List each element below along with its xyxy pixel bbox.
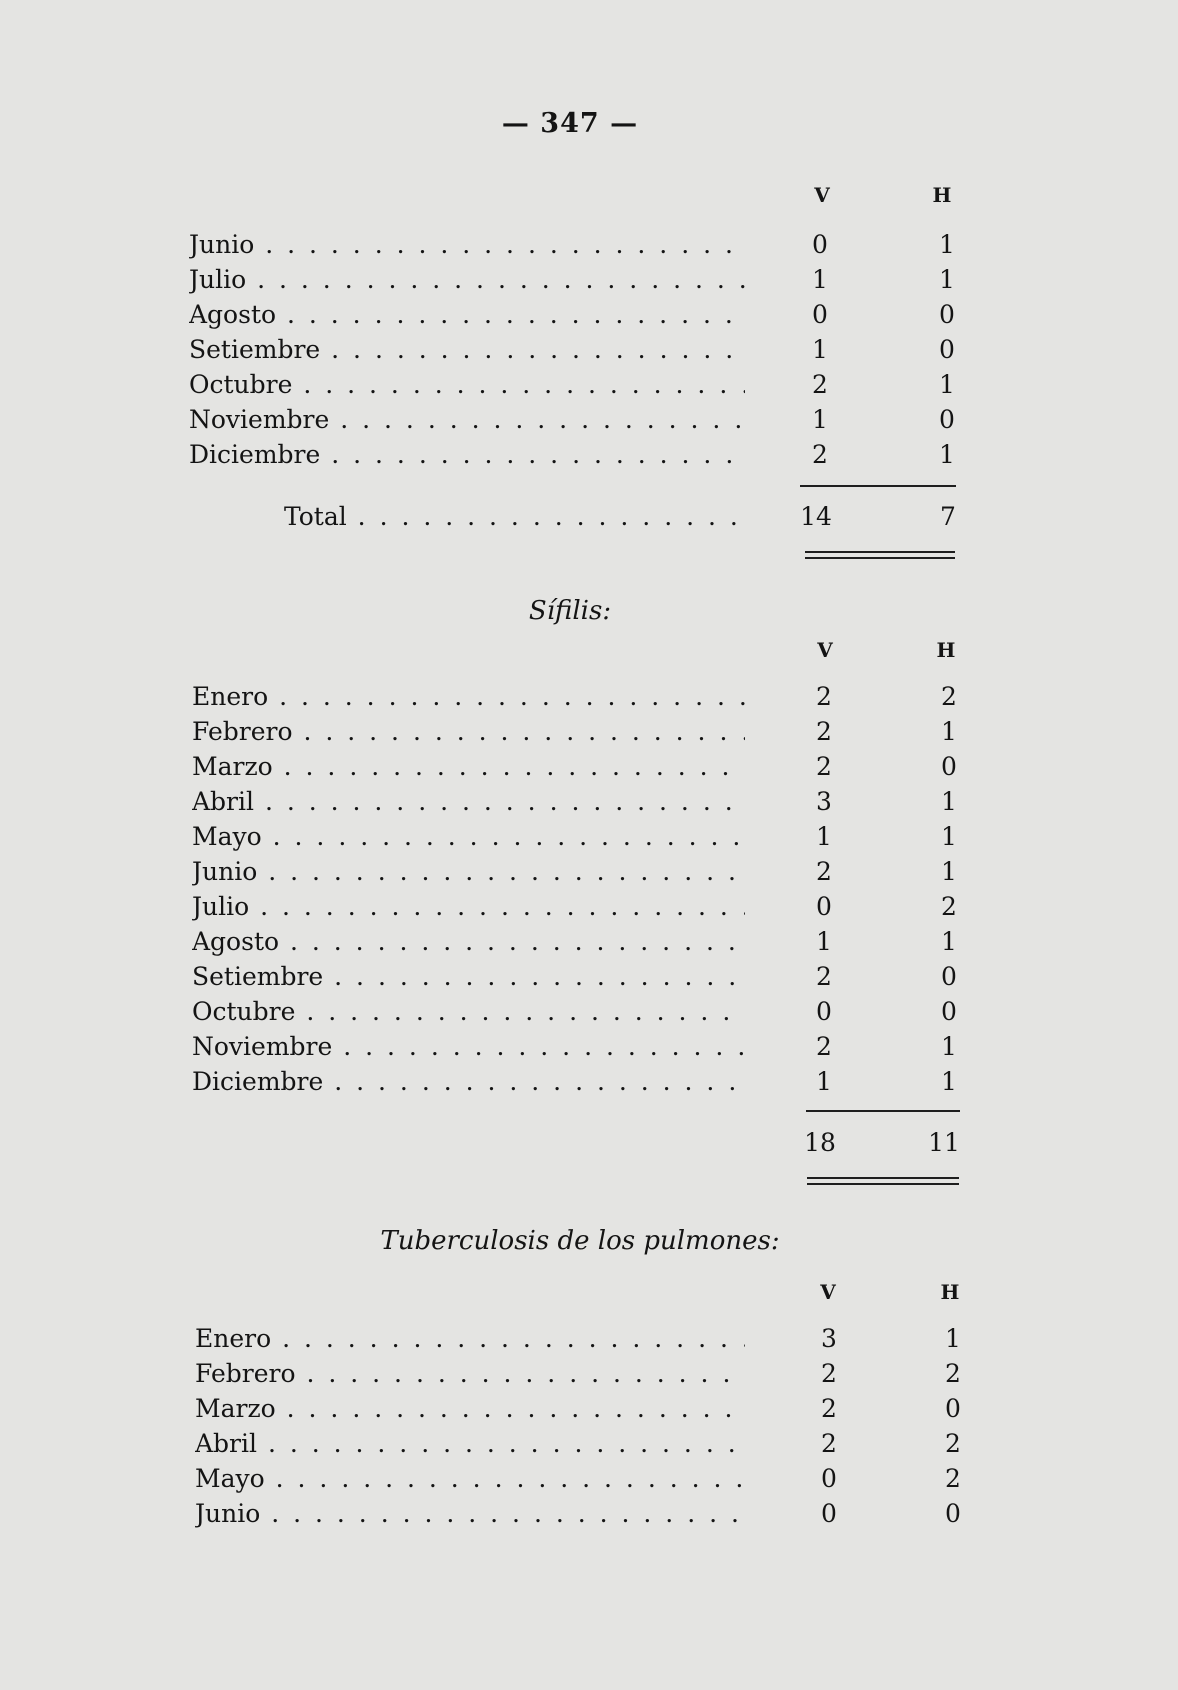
value-h: 0 [939, 335, 955, 364]
section-title-tuberculosis: Tuberculosis de los pulmones: [380, 1226, 780, 1256]
month-label: Diciembre . . . [189, 438, 745, 472]
value-h: 0 [945, 1499, 961, 1528]
sifilis-total-row [0, 1126, 1000, 1160]
value-v: 2 [816, 682, 832, 711]
month-label: Junio . . . [192, 855, 745, 889]
month-label: Agosto . . . [189, 298, 745, 332]
month-label: Marzo . . . [195, 1392, 745, 1426]
table-row [0, 750, 1000, 784]
value-v: 0 [812, 230, 828, 259]
month-label: Julio . . . [192, 890, 745, 924]
value-h: 1 [939, 230, 955, 259]
table-row [0, 1065, 1000, 1099]
col-head-v: V [817, 638, 833, 662]
month-label: Setiembre . . . [189, 333, 745, 367]
sifilis-double-rule [807, 1177, 959, 1185]
month-label: Abril . . . [192, 785, 745, 819]
total-label: Total . . . [284, 500, 744, 534]
table-row [0, 995, 1000, 1029]
value-h: 1 [939, 370, 955, 399]
value-h: 2 [941, 892, 957, 921]
col-head-h: H [940, 1280, 960, 1304]
value-v: 2 [821, 1359, 837, 1388]
table-row [0, 1322, 1000, 1356]
table-row [0, 368, 1000, 402]
table-row [0, 960, 1000, 994]
table-row [0, 1497, 1000, 1531]
table-row [0, 1030, 1000, 1064]
value-v: 2 [816, 717, 832, 746]
value-v: 2 [821, 1429, 837, 1458]
value-v: 2 [816, 962, 832, 991]
value-h: 1 [941, 787, 957, 816]
sifilis-total-v: 18 [804, 1128, 836, 1157]
table-row [0, 855, 1000, 889]
value-h: 0 [939, 405, 955, 434]
value-v: 2 [812, 440, 828, 469]
table-row [0, 820, 1000, 854]
value-h: 2 [941, 682, 957, 711]
total-row [0, 500, 1000, 534]
value-v: 2 [816, 1032, 832, 1061]
table-row [0, 1357, 1000, 1391]
value-v: 1 [812, 405, 828, 434]
month-label: Marzo . . . [192, 750, 745, 784]
value-h: 0 [941, 997, 957, 1026]
table-row [0, 925, 1000, 959]
month-label: Enero . . . [195, 1322, 745, 1356]
value-v: 0 [821, 1499, 837, 1528]
table-row [0, 298, 1000, 332]
month-label: Mayo . . . [195, 1462, 745, 1496]
value-v: 1 [812, 335, 828, 364]
value-v: 1 [816, 927, 832, 956]
value-h: 1 [941, 1067, 957, 1096]
value-h: 1 [941, 857, 957, 886]
table-row [0, 680, 1000, 714]
value-v: 0 [816, 997, 832, 1026]
value-v: 2 [816, 752, 832, 781]
value-h: 0 [941, 752, 957, 781]
value-v: 0 [821, 1464, 837, 1493]
value-v: 0 [816, 892, 832, 921]
table-row [0, 403, 1000, 437]
value-h: 0 [941, 962, 957, 991]
value-v: 3 [821, 1324, 837, 1353]
table-row [0, 1427, 1000, 1461]
table-row [0, 715, 1000, 749]
value-v: 1 [816, 822, 832, 851]
value-h: 1 [941, 822, 957, 851]
value-h: 2 [945, 1359, 961, 1388]
month-label: Enero . . . [192, 680, 745, 714]
month-label: Noviembre . . . [189, 403, 745, 437]
table-row [0, 438, 1000, 472]
month-label: Julio . . . [189, 263, 745, 297]
table-row [0, 333, 1000, 367]
month-label: Febrero . . . [195, 1357, 745, 1391]
table-row [0, 263, 1000, 297]
month-label: Noviembre . . . [192, 1030, 745, 1064]
table-row [0, 1462, 1000, 1496]
month-label: Abril . . . [195, 1427, 745, 1461]
sifilis-total-h: 11 [928, 1128, 960, 1157]
value-v: 1 [816, 1067, 832, 1096]
table-row [0, 890, 1000, 924]
value-h: 0 [945, 1394, 961, 1423]
value-h: 1 [941, 717, 957, 746]
value-h: 1 [939, 265, 955, 294]
month-label: Febrero . . . [192, 715, 745, 749]
value-h: 2 [945, 1429, 961, 1458]
col-head-h: H [936, 638, 956, 662]
value-v: 0 [812, 300, 828, 329]
value-v: 2 [816, 857, 832, 886]
sifilis-total-rule [806, 1110, 960, 1112]
value-h: 1 [939, 440, 955, 469]
col-head-h: H [932, 183, 952, 207]
table-row [0, 785, 1000, 819]
month-label: Mayo . . . [192, 820, 745, 854]
month-label: Octubre . . . [189, 368, 745, 402]
value-v: 2 [821, 1394, 837, 1423]
month-label: Diciembre . . . [192, 1065, 745, 1099]
table-row [0, 228, 1000, 262]
value-v: 2 [812, 370, 828, 399]
total-v: 14 [800, 502, 832, 531]
total-h: 7 [940, 502, 956, 531]
month-label: Octubre . . . [192, 995, 745, 1029]
value-h: 1 [945, 1324, 961, 1353]
value-h: 0 [939, 300, 955, 329]
month-label: Junio . . . [189, 228, 745, 262]
month-label: Junio . . . [195, 1497, 745, 1531]
value-h: 2 [945, 1464, 961, 1493]
value-h: 1 [941, 927, 957, 956]
total-double-rule [805, 551, 955, 559]
section-title-sifilis: Sífilis: [528, 596, 612, 626]
month-label: Setiembre . . . [192, 960, 745, 994]
table-row [0, 1392, 1000, 1426]
month-label: Agosto . . . [192, 925, 745, 959]
col-head-v: V [820, 1280, 836, 1304]
value-h: 1 [941, 1032, 957, 1061]
page-number: — 347 — [501, 108, 639, 139]
value-v: 3 [816, 787, 832, 816]
total-rule [800, 485, 956, 487]
value-v: 1 [812, 265, 828, 294]
col-head-v: V [814, 183, 830, 207]
